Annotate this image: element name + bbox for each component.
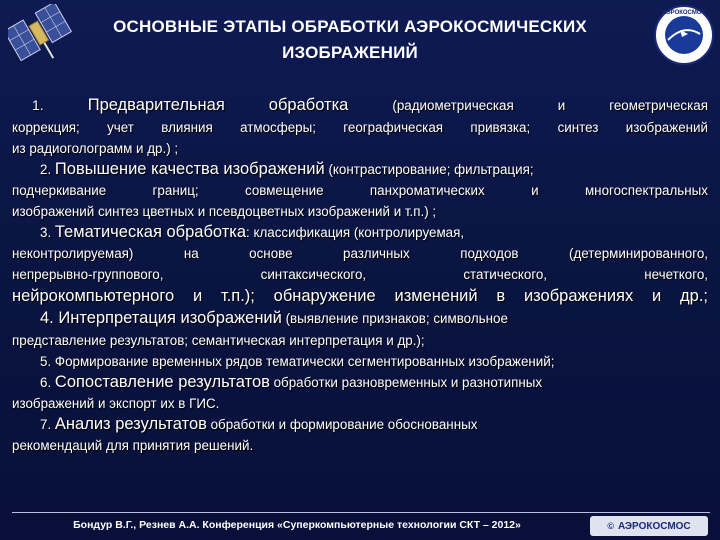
copyright-icon: ©: [607, 521, 614, 531]
item-3-num: 3.: [40, 225, 52, 240]
item-2-line-3: изображений синтез цветных и псевдоцветных изображений и т.п.) ;: [12, 204, 437, 219]
item-7-line-2: рекомендаций для принятия решений.: [12, 438, 254, 453]
item-4-num: 4.: [40, 309, 54, 327]
item-1-word-2: обработка: [268, 96, 349, 114]
item-4: [12, 307, 708, 351]
item-1-word-5: геометрическая: [609, 98, 708, 113]
item-2-line-1: [12, 159, 708, 180]
item-2-rest: (контрастирование; фильтрация;: [324, 162, 534, 177]
footer-citation: Бондур В.Г., Резнев А.А. Конференция «Суперкомпьютерные технологии СКТ – 2012»: [73, 519, 521, 531]
item-7: [12, 414, 708, 456]
item-1-word-4: и: [557, 98, 566, 113]
item-6-rest: обработки разновременных и разнотипных: [269, 375, 543, 390]
footer-divider: [12, 512, 710, 513]
item-3-heading: Тематическая обработка: [54, 223, 247, 241]
content: [12, 94, 708, 456]
item-5: 5. Формирование временных рядов тематически сегментированных изображений;: [40, 354, 555, 369]
item-6: [12, 372, 708, 414]
footer-logo-text: АЭРОКОСМОС: [617, 521, 691, 532]
item-7-heading: Анализ результатов: [54, 415, 207, 433]
item-3-line-3: непрерывно-группового, синтаксического, статического, нечеткого,: [12, 267, 708, 282]
item-7-num: 7.: [40, 417, 52, 432]
item-2-line-2: подчеркивание границ; совмещение панхроматических и многоспектральных: [12, 183, 708, 198]
item-3-rest: : классификация (контролируемая,: [246, 225, 465, 240]
item-6-line-1: [12, 372, 708, 393]
item-1-line-3: из радиоголограмм и др.) ;: [12, 141, 179, 156]
item-4-rest: (выявление признаков; символьное: [281, 311, 508, 326]
item-4-line-1: [12, 307, 708, 330]
footer-logo: [590, 516, 708, 536]
aerokosmos-emblem-icon: [652, 4, 716, 66]
title-line-1: ОСНОВНЫЕ ЭТАПЫ ОБРАБОТКИ АЭРОКОСМИЧЕСКИХ: [113, 17, 587, 36]
item-2-num: 2.: [40, 162, 52, 177]
page-title: [70, 14, 630, 66]
item-6-num: 6.: [40, 375, 52, 390]
item-2: [12, 159, 708, 222]
item-3-line-2: неконтролируемая) на основе различных подходов (детерминированного,: [12, 246, 708, 261]
title-line-2: ИЗОБРАЖЕНИЙ: [282, 43, 418, 62]
item-3-line-4: нейрокомпьютерного и т.п.); обнаружение изменений в изображениях и др.;: [12, 287, 708, 305]
item-1-word-3: (радиометрическая: [392, 98, 514, 113]
item-7-line-1: [12, 414, 708, 435]
item-1-line-2: коррекция; учет влияния атмосферы; географическая привязка; синтез изображений: [12, 120, 708, 135]
item-1-word-1: Предварительная: [87, 96, 225, 114]
item-4-line-2: представление результатов; семантическая интерпретация и др.);: [12, 333, 425, 348]
item-6-line-2: изображений и экспорт их в ГИС.: [12, 396, 220, 411]
item-3: [12, 222, 708, 307]
satellite-icon: [8, 4, 74, 78]
item-1: [12, 94, 708, 159]
item-4-heading: Интерпретация изображений: [58, 309, 282, 327]
emblem-text: АЭРОКОСМОС: [662, 10, 706, 16]
item-3-line-1: [12, 222, 708, 243]
item-2-heading: Повышение качества изображений: [54, 160, 325, 178]
item-1-line-1: [12, 94, 708, 117]
item-7-rest: обработки и формирование обоснованных: [206, 417, 478, 432]
item-6-heading: Сопоставление результатов: [54, 373, 270, 391]
item-1-num: 1.: [32, 97, 44, 113]
